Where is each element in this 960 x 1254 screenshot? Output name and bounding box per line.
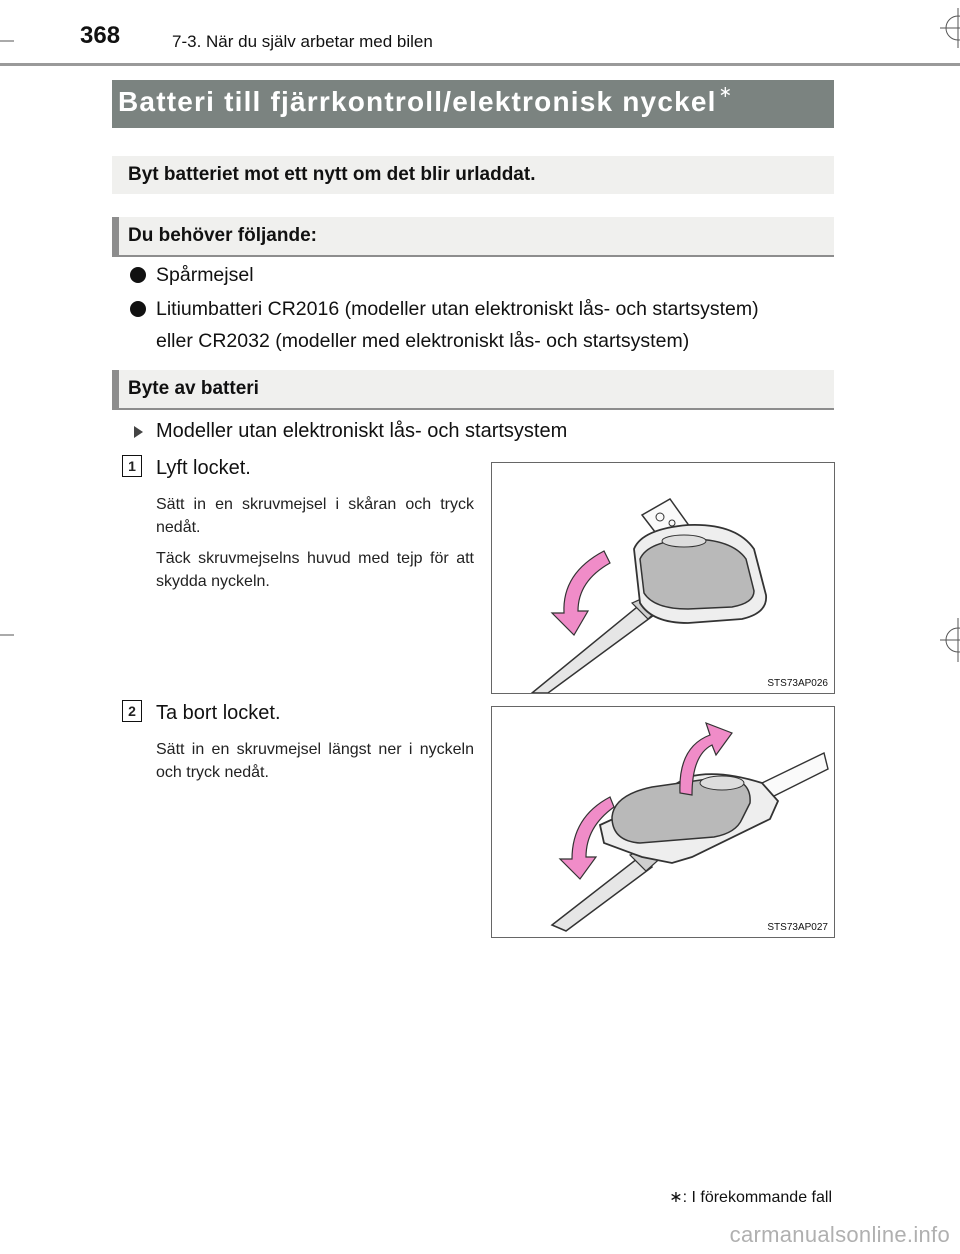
key-illustration-1 bbox=[492, 463, 834, 693]
step-1-desc-2: Täck skruvmejselns huvud med tejp för att skydda nyckeln. bbox=[156, 550, 474, 590]
bullet-dot bbox=[130, 267, 146, 283]
model-note: Modeller utan elektroniskt lås- och startsystem bbox=[156, 420, 568, 442]
needs-heading: Du behöver följande: bbox=[128, 225, 317, 246]
figure-lift-cover bbox=[491, 462, 835, 694]
step-number-2: 2 bbox=[122, 700, 142, 722]
heading-accent-bar bbox=[112, 217, 119, 255]
page-number: 368 bbox=[80, 22, 121, 49]
crop-mark-mid-left bbox=[0, 625, 14, 645]
step-1-title: Lyft locket. bbox=[156, 457, 251, 479]
step-1-desc-1: Sätt in en skruvmejsel i skåran och tryck nedåt. bbox=[156, 496, 474, 536]
watermark: carmanualsonline.info bbox=[729, 1222, 950, 1247]
list-item: Litiumbatteri CR2016 (modeller utan elektroniskt lås- och startsystem) bbox=[156, 298, 759, 320]
page-title bbox=[118, 86, 733, 118]
needs-heading-box bbox=[112, 217, 834, 257]
intro-text: Byt batteriet mot ett nytt om det blir urladdat. bbox=[128, 164, 536, 185]
replace-heading-box bbox=[112, 370, 834, 410]
header-rule bbox=[0, 63, 960, 66]
footnote: ∗: I förekommande fall bbox=[669, 1189, 832, 1206]
section-reference: 7-3. När du själv arbetar med bilen bbox=[172, 32, 433, 51]
heading-accent-bar bbox=[112, 370, 119, 408]
title-asterisk: ∗ bbox=[718, 84, 734, 101]
crop-mark-mid-right bbox=[936, 618, 960, 662]
bullet-dot bbox=[130, 301, 146, 317]
triangle-bullet-icon bbox=[134, 426, 143, 438]
step-number-1: 1 bbox=[122, 455, 142, 477]
crop-mark-top-right bbox=[936, 8, 960, 48]
figure-code-2: STS73AP027 bbox=[767, 922, 828, 933]
list-item: Spårmejsel bbox=[156, 264, 254, 286]
figure-code-1: STS73AP026 bbox=[767, 678, 828, 689]
crop-mark-top-left bbox=[0, 36, 14, 46]
figure-remove-cover bbox=[491, 706, 835, 938]
list-item-continuation: eller CR2032 (modeller med elektroniskt lås- och startsystem) bbox=[156, 330, 690, 352]
replace-heading: Byte av batteri bbox=[128, 378, 259, 399]
title-text: Batteri till fjärrkontroll/elektronisk nyckel bbox=[118, 86, 717, 117]
step-2-desc-1: Sätt in en skruvmejsel längst ner i nyckeln och tryck nedåt. bbox=[156, 741, 474, 781]
key-illustration-2 bbox=[492, 707, 834, 937]
step-2-title: Ta bort locket. bbox=[156, 702, 281, 724]
intro-box bbox=[112, 156, 834, 194]
